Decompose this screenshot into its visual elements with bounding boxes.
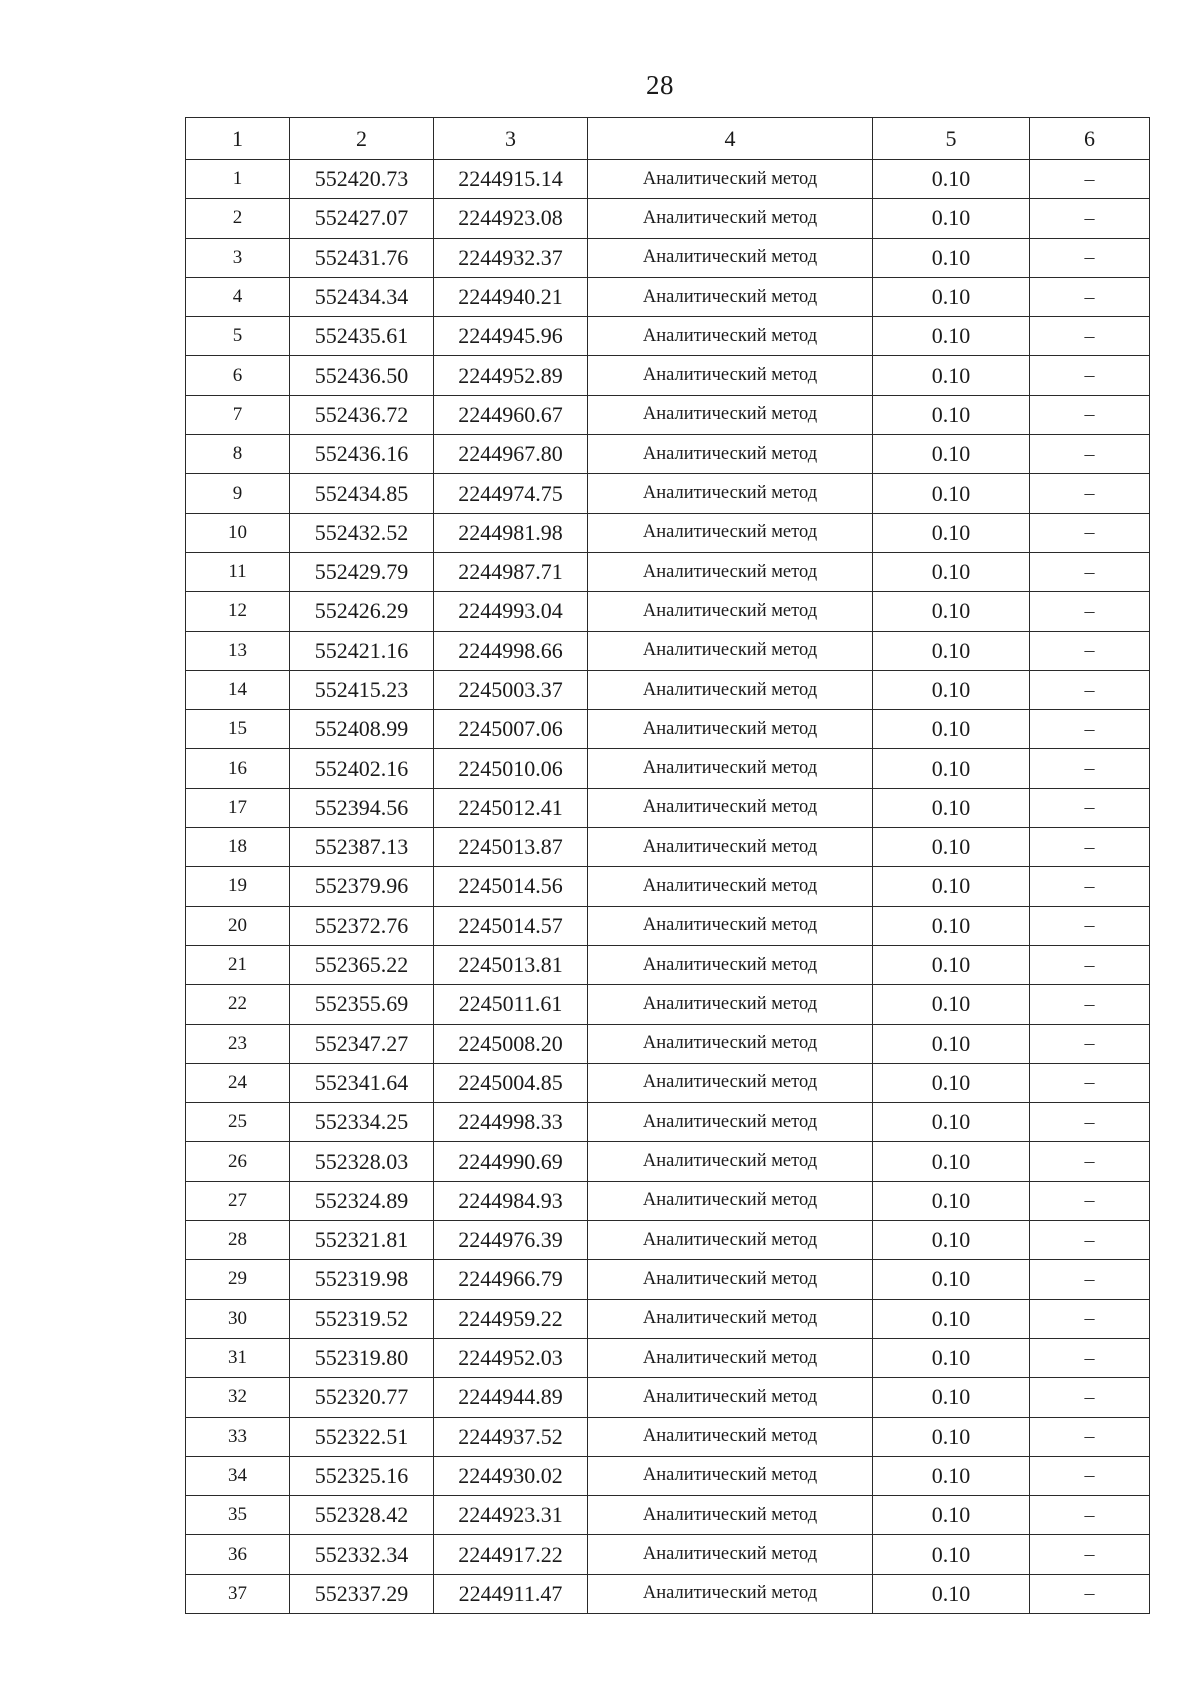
coord-x-cell: 552341.64 — [290, 1063, 434, 1102]
method-cell: Аналитический метод — [588, 238, 873, 277]
table-row — [186, 160, 1150, 199]
method-cell: Аналитический метод — [588, 1378, 873, 1417]
table-row — [186, 749, 1150, 788]
table-row — [186, 277, 1150, 316]
table-row — [186, 1024, 1150, 1063]
accuracy-cell: 0.10 — [873, 160, 1030, 199]
point-number-cell: 19 — [186, 867, 290, 906]
table-row — [186, 1417, 1150, 1456]
description-cell: – — [1030, 1456, 1150, 1495]
table-row — [186, 788, 1150, 827]
table-row — [186, 513, 1150, 552]
point-number-cell: 35 — [186, 1496, 290, 1535]
description-cell: – — [1030, 513, 1150, 552]
coord-x-cell: 552328.42 — [290, 1496, 434, 1535]
point-number-cell: 16 — [186, 749, 290, 788]
header-row — [186, 118, 1150, 160]
table-row — [186, 474, 1150, 513]
description-cell: – — [1030, 160, 1150, 199]
method-cell: Аналитический метод — [588, 788, 873, 827]
method-cell: Аналитический метод — [588, 277, 873, 316]
point-number-cell: 26 — [186, 1142, 290, 1181]
method-cell: Аналитический метод — [588, 945, 873, 984]
page-number: 28 — [646, 70, 674, 100]
accuracy-cell: 0.10 — [873, 474, 1030, 513]
point-number-cell: 31 — [186, 1338, 290, 1377]
accuracy-cell: 0.10 — [873, 199, 1030, 238]
description-cell: – — [1030, 1260, 1150, 1299]
coord-x-cell: 552387.13 — [290, 828, 434, 867]
table-row — [186, 670, 1150, 709]
coord-x-cell: 552325.16 — [290, 1456, 434, 1495]
description-cell: – — [1030, 356, 1150, 395]
method-cell: Аналитический метод — [588, 513, 873, 552]
point-number-cell: 15 — [186, 710, 290, 749]
coord-x-cell: 552421.16 — [290, 631, 434, 670]
accuracy-cell: 0.10 — [873, 867, 1030, 906]
accuracy-cell: 0.10 — [873, 985, 1030, 1024]
table-row — [186, 1142, 1150, 1181]
table-row — [186, 238, 1150, 277]
coord-x-cell: 552324.89 — [290, 1181, 434, 1220]
coord-x-cell: 552436.72 — [290, 395, 434, 434]
coord-y-cell: 2244966.79 — [434, 1260, 588, 1299]
description-cell: – — [1030, 788, 1150, 827]
coord-y-cell: 2244930.02 — [434, 1456, 588, 1495]
accuracy-cell: 0.10 — [873, 1417, 1030, 1456]
method-cell: Аналитический метод — [588, 1142, 873, 1181]
description-cell: – — [1030, 867, 1150, 906]
accuracy-cell: 0.10 — [873, 828, 1030, 867]
description-cell: – — [1030, 474, 1150, 513]
point-number-cell: 4 — [186, 277, 290, 316]
table-row — [186, 552, 1150, 591]
point-number-cell: 32 — [186, 1378, 290, 1417]
method-cell: Аналитический метод — [588, 1338, 873, 1377]
coord-y-cell: 2244993.04 — [434, 592, 588, 631]
method-cell: Аналитический метод — [588, 749, 873, 788]
method-cell: Аналитический метод — [588, 356, 873, 395]
coord-y-cell: 2244932.37 — [434, 238, 588, 277]
accuracy-cell: 0.10 — [873, 277, 1030, 316]
coord-y-cell: 2245013.87 — [434, 828, 588, 867]
accuracy-cell: 0.10 — [873, 552, 1030, 591]
accuracy-cell: 0.10 — [873, 1103, 1030, 1142]
description-cell: – — [1030, 749, 1150, 788]
description-cell: – — [1030, 1299, 1150, 1338]
table-row — [186, 592, 1150, 631]
accuracy-cell: 0.10 — [873, 1142, 1030, 1181]
point-number-cell: 34 — [186, 1456, 290, 1495]
coord-x-cell: 552429.79 — [290, 552, 434, 591]
method-cell: Аналитический метод — [588, 906, 873, 945]
point-number-cell: 28 — [186, 1221, 290, 1260]
description-cell: – — [1030, 710, 1150, 749]
point-number-cell: 21 — [186, 945, 290, 984]
description-cell: – — [1030, 395, 1150, 434]
description-cell: – — [1030, 317, 1150, 356]
description-cell: – — [1030, 1024, 1150, 1063]
coord-y-cell: 2244952.89 — [434, 356, 588, 395]
description-cell: – — [1030, 592, 1150, 631]
coord-y-cell: 2245014.57 — [434, 906, 588, 945]
accuracy-cell: 0.10 — [873, 1535, 1030, 1574]
point-number-cell: 23 — [186, 1024, 290, 1063]
coord-x-cell: 552379.96 — [290, 867, 434, 906]
header-col-5: 5 — [873, 118, 1030, 160]
coord-y-cell: 2244937.52 — [434, 1417, 588, 1456]
point-number-cell: 30 — [186, 1299, 290, 1338]
table-row — [186, 1574, 1150, 1613]
table-row — [186, 1181, 1150, 1220]
coord-y-cell: 2244967.80 — [434, 435, 588, 474]
coord-y-cell: 2245007.06 — [434, 710, 588, 749]
description-cell: – — [1030, 199, 1150, 238]
accuracy-cell: 0.10 — [873, 945, 1030, 984]
coord-y-cell: 2244960.67 — [434, 395, 588, 434]
table-row — [186, 906, 1150, 945]
method-cell: Аналитический метод — [588, 670, 873, 709]
coord-y-cell: 2245003.37 — [434, 670, 588, 709]
coord-x-cell: 552436.50 — [290, 356, 434, 395]
method-cell: Аналитический метод — [588, 1299, 873, 1338]
coord-y-cell: 2244987.71 — [434, 552, 588, 591]
coord-y-cell: 2245014.56 — [434, 867, 588, 906]
header-col-3: 3 — [434, 118, 588, 160]
table-row — [186, 356, 1150, 395]
coord-y-cell: 2244984.93 — [434, 1181, 588, 1220]
coord-y-cell: 2244911.47 — [434, 1574, 588, 1613]
method-cell: Аналитический метод — [588, 1103, 873, 1142]
table-row — [186, 435, 1150, 474]
coord-y-cell: 2245012.41 — [434, 788, 588, 827]
method-cell: Аналитический метод — [588, 552, 873, 591]
point-number-cell: 18 — [186, 828, 290, 867]
accuracy-cell: 0.10 — [873, 906, 1030, 945]
coord-y-cell: 2244915.14 — [434, 160, 588, 199]
coord-x-cell: 552365.22 — [290, 945, 434, 984]
point-number-cell: 17 — [186, 788, 290, 827]
description-cell: – — [1030, 1142, 1150, 1181]
coord-x-cell: 552408.99 — [290, 710, 434, 749]
coord-y-cell: 2245008.20 — [434, 1024, 588, 1063]
coord-x-cell: 552319.80 — [290, 1338, 434, 1377]
point-number-cell: 5 — [186, 317, 290, 356]
coord-x-cell: 552334.25 — [290, 1103, 434, 1142]
description-cell: – — [1030, 1103, 1150, 1142]
description-cell: – — [1030, 1338, 1150, 1377]
accuracy-cell: 0.10 — [873, 1063, 1030, 1102]
coord-x-cell: 552321.81 — [290, 1221, 434, 1260]
coord-y-cell: 2245013.81 — [434, 945, 588, 984]
point-number-cell: 10 — [186, 513, 290, 552]
description-cell: – — [1030, 1378, 1150, 1417]
method-cell: Аналитический метод — [588, 1221, 873, 1260]
table-row — [186, 1063, 1150, 1102]
method-cell: Аналитический метод — [588, 1024, 873, 1063]
coord-y-cell: 2244940.21 — [434, 277, 588, 316]
description-cell: – — [1030, 1063, 1150, 1102]
method-cell: Аналитический метод — [588, 160, 873, 199]
table-row — [186, 317, 1150, 356]
header-col-4: 4 — [588, 118, 873, 160]
coord-y-cell: 2244981.98 — [434, 513, 588, 552]
coord-x-cell: 552319.52 — [290, 1299, 434, 1338]
accuracy-cell: 0.10 — [873, 631, 1030, 670]
point-number-cell: 9 — [186, 474, 290, 513]
coord-x-cell: 552434.34 — [290, 277, 434, 316]
accuracy-cell: 0.10 — [873, 710, 1030, 749]
table-row — [186, 1496, 1150, 1535]
table-row — [186, 1456, 1150, 1495]
coord-y-cell: 2244923.08 — [434, 199, 588, 238]
coord-y-cell: 2245010.06 — [434, 749, 588, 788]
description-cell: – — [1030, 238, 1150, 277]
point-number-cell: 8 — [186, 435, 290, 474]
coord-x-cell: 552372.76 — [290, 906, 434, 945]
method-cell: Аналитический метод — [588, 867, 873, 906]
coord-y-cell: 2244945.96 — [434, 317, 588, 356]
method-cell: Аналитический метод — [588, 1417, 873, 1456]
coord-x-cell: 552431.76 — [290, 238, 434, 277]
table-row — [186, 1299, 1150, 1338]
coord-x-cell: 552320.77 — [290, 1378, 434, 1417]
point-number-cell: 36 — [186, 1535, 290, 1574]
accuracy-cell: 0.10 — [873, 356, 1030, 395]
description-cell: – — [1030, 552, 1150, 591]
point-number-cell: 14 — [186, 670, 290, 709]
method-cell: Аналитический метод — [588, 199, 873, 238]
method-cell: Аналитический метод — [588, 1574, 873, 1613]
coord-y-cell: 2244998.33 — [434, 1103, 588, 1142]
accuracy-cell: 0.10 — [873, 1378, 1030, 1417]
description-cell: – — [1030, 1417, 1150, 1456]
accuracy-cell: 0.10 — [873, 788, 1030, 827]
coord-x-cell: 552420.73 — [290, 160, 434, 199]
method-cell: Аналитический метод — [588, 710, 873, 749]
description-cell: – — [1030, 906, 1150, 945]
coord-x-cell: 552347.27 — [290, 1024, 434, 1063]
coord-x-cell: 552426.29 — [290, 592, 434, 631]
point-number-cell: 1 — [186, 160, 290, 199]
description-cell: – — [1030, 828, 1150, 867]
accuracy-cell: 0.10 — [873, 749, 1030, 788]
coord-x-cell: 552328.03 — [290, 1142, 434, 1181]
point-number-cell: 7 — [186, 395, 290, 434]
coord-y-cell: 2244976.39 — [434, 1221, 588, 1260]
description-cell: – — [1030, 670, 1150, 709]
header-col-2: 2 — [290, 118, 434, 160]
coord-x-cell: 552402.16 — [290, 749, 434, 788]
description-cell: – — [1030, 435, 1150, 474]
method-cell: Аналитический метод — [588, 1063, 873, 1102]
accuracy-cell: 0.10 — [873, 1181, 1030, 1220]
method-cell: Аналитический метод — [588, 395, 873, 434]
method-cell: Аналитический метод — [588, 1260, 873, 1299]
accuracy-cell: 0.10 — [873, 670, 1030, 709]
point-number-cell: 25 — [186, 1103, 290, 1142]
table-body — [186, 160, 1150, 1614]
method-cell: Аналитический метод — [588, 828, 873, 867]
accuracy-cell: 0.10 — [873, 1456, 1030, 1495]
accuracy-cell: 0.10 — [873, 435, 1030, 474]
coord-y-cell: 2244923.31 — [434, 1496, 588, 1535]
method-cell: Аналитический метод — [588, 435, 873, 474]
table-row — [186, 710, 1150, 749]
accuracy-cell: 0.10 — [873, 1260, 1030, 1299]
method-cell: Аналитический метод — [588, 1496, 873, 1535]
coordinates-table — [185, 117, 1150, 1614]
coord-y-cell: 2244998.66 — [434, 631, 588, 670]
table-header — [186, 118, 1150, 160]
accuracy-cell: 0.10 — [873, 1299, 1030, 1338]
accuracy-cell: 0.10 — [873, 1024, 1030, 1063]
accuracy-cell: 0.10 — [873, 592, 1030, 631]
coord-x-cell: 552415.23 — [290, 670, 434, 709]
table-row — [186, 631, 1150, 670]
point-number-cell: 2 — [186, 199, 290, 238]
accuracy-cell: 0.10 — [873, 513, 1030, 552]
accuracy-cell: 0.10 — [873, 1574, 1030, 1613]
description-cell: – — [1030, 1535, 1150, 1574]
header-col-6: 6 — [1030, 118, 1150, 160]
coord-x-cell: 552436.16 — [290, 435, 434, 474]
table-row — [186, 395, 1150, 434]
method-cell: Аналитический метод — [588, 474, 873, 513]
coord-y-cell: 2244917.22 — [434, 1535, 588, 1574]
description-cell: – — [1030, 277, 1150, 316]
table-row — [186, 1103, 1150, 1142]
accuracy-cell: 0.10 — [873, 1221, 1030, 1260]
coord-x-cell: 552319.98 — [290, 1260, 434, 1299]
coord-x-cell: 552427.07 — [290, 199, 434, 238]
method-cell: Аналитический метод — [588, 631, 873, 670]
accuracy-cell: 0.10 — [873, 317, 1030, 356]
point-number-cell: 22 — [186, 985, 290, 1024]
coord-y-cell: 2244974.75 — [434, 474, 588, 513]
coord-y-cell: 2244944.89 — [434, 1378, 588, 1417]
method-cell: Аналитический метод — [588, 1181, 873, 1220]
coord-y-cell: 2244952.03 — [434, 1338, 588, 1377]
description-cell: – — [1030, 945, 1150, 984]
method-cell: Аналитический метод — [588, 317, 873, 356]
point-number-cell: 12 — [186, 592, 290, 631]
description-cell: – — [1030, 1496, 1150, 1535]
point-number-cell: 29 — [186, 1260, 290, 1299]
table-row — [186, 199, 1150, 238]
coord-x-cell: 552322.51 — [290, 1417, 434, 1456]
description-cell: – — [1030, 1181, 1150, 1220]
accuracy-cell: 0.10 — [873, 238, 1030, 277]
accuracy-cell: 0.10 — [873, 395, 1030, 434]
table-row — [186, 1378, 1150, 1417]
description-cell: – — [1030, 631, 1150, 670]
table-row — [186, 1221, 1150, 1260]
point-number-cell: 27 — [186, 1181, 290, 1220]
table-row — [186, 1260, 1150, 1299]
coord-x-cell: 552434.85 — [290, 474, 434, 513]
description-cell: – — [1030, 985, 1150, 1024]
coord-x-cell: 552355.69 — [290, 985, 434, 1024]
coord-x-cell: 552394.56 — [290, 788, 434, 827]
coord-x-cell: 552432.52 — [290, 513, 434, 552]
table-row — [186, 945, 1150, 984]
point-number-cell: 11 — [186, 552, 290, 591]
coord-x-cell: 552332.34 — [290, 1535, 434, 1574]
description-cell: – — [1030, 1221, 1150, 1260]
table-row — [186, 1338, 1150, 1377]
method-cell: Аналитический метод — [588, 592, 873, 631]
coord-y-cell: 2245011.61 — [434, 985, 588, 1024]
accuracy-cell: 0.10 — [873, 1496, 1030, 1535]
point-number-cell: 24 — [186, 1063, 290, 1102]
coord-y-cell: 2244990.69 — [434, 1142, 588, 1181]
method-cell: Аналитический метод — [588, 1456, 873, 1495]
header-col-1: 1 — [186, 118, 290, 160]
method-cell: Аналитический метод — [588, 1535, 873, 1574]
table-row — [186, 1535, 1150, 1574]
point-number-cell: 13 — [186, 631, 290, 670]
point-number-cell: 33 — [186, 1417, 290, 1456]
table-row — [186, 828, 1150, 867]
coord-y-cell: 2245004.85 — [434, 1063, 588, 1102]
method-cell: Аналитический метод — [588, 985, 873, 1024]
table-row — [186, 985, 1150, 1024]
point-number-cell: 3 — [186, 238, 290, 277]
coord-x-cell: 552435.61 — [290, 317, 434, 356]
accuracy-cell: 0.10 — [873, 1338, 1030, 1377]
point-number-cell: 6 — [186, 356, 290, 395]
description-cell: – — [1030, 1574, 1150, 1613]
point-number-cell: 37 — [186, 1574, 290, 1613]
point-number-cell: 20 — [186, 906, 290, 945]
table-row — [186, 867, 1150, 906]
coord-y-cell: 2244959.22 — [434, 1299, 588, 1338]
coord-x-cell: 552337.29 — [290, 1574, 434, 1613]
